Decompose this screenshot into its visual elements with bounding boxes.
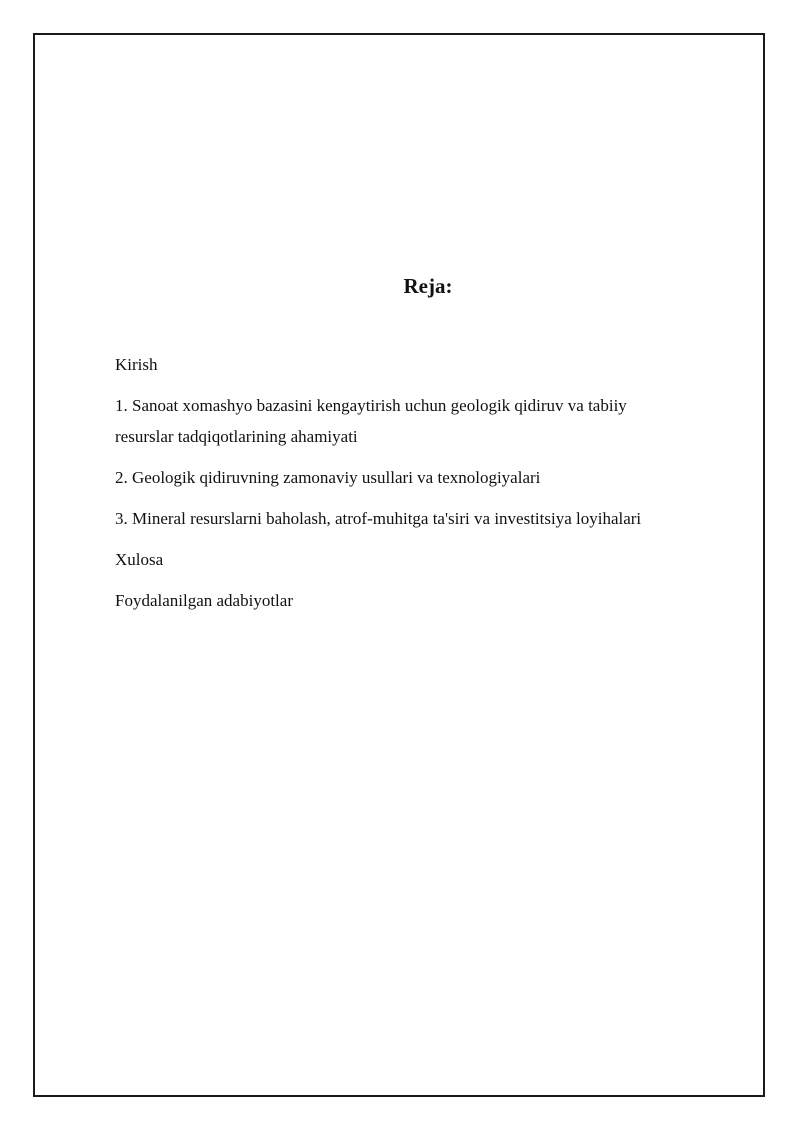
toc-item-3: 3. Mineral resurslarni baholash, atrof-muhitga ta'siri va investitsiya loyihalari — [115, 509, 642, 528]
toc-item-conclusion: Xulosa — [115, 550, 164, 569]
toc-item-2: 2. Geologik qidiruvning zamonaviy usullari va texnologiyalari — [115, 468, 541, 487]
table-of-contents — [115, 349, 735, 626]
toc-item-introduction: Kirish — [115, 355, 158, 374]
page-title: Reja: — [403, 274, 453, 298]
toc-item-1: 1. Sanoat xomashyo bazasini kengaytirish uchun geologik qidiruv va tabiiy resurslar tadqiqotlarining ahamiyati — [115, 396, 627, 446]
toc-item-references: Foydalanilgan adabiyotlar — [115, 591, 293, 610]
